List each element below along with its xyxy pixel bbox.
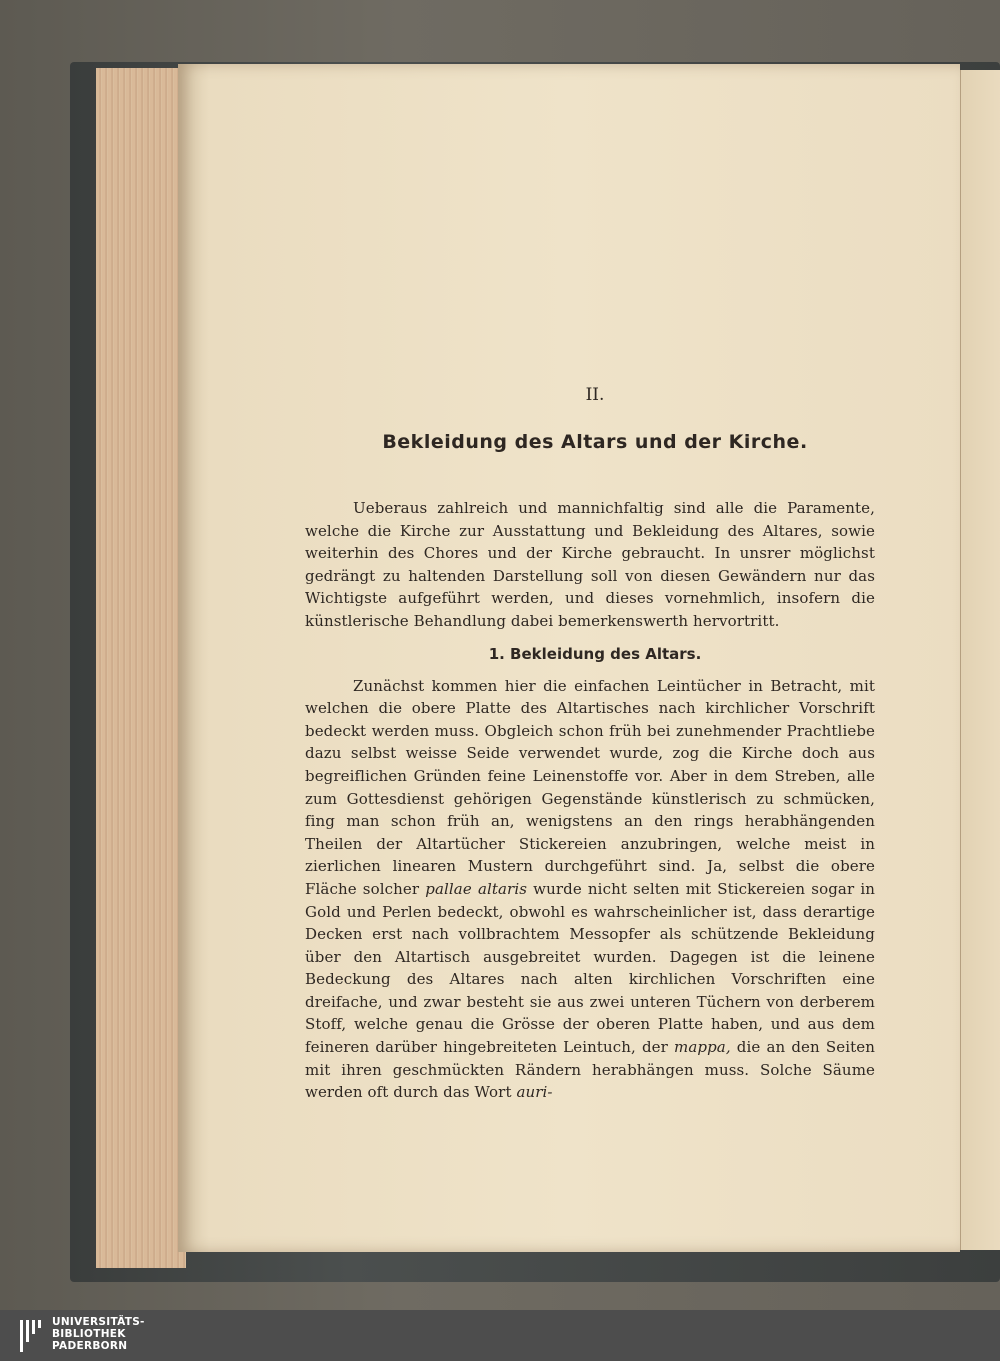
body-paragraph — [305, 675, 875, 1104]
italic-auri: auri- — [516, 1083, 553, 1102]
chapter-title: Bekleidung des Altars und der Kirche. — [382, 431, 808, 453]
library-logo-icon — [18, 1318, 44, 1354]
body-text-2: wurde nicht selten mit Stickereien sogar in Gold und Perlen bedeckt, obwohl es wahrscheinlicher ist, dass derartige Decken erst nach vollbrachtem Messopfer als schützende Bekleidung über den Altartisch ausgebreitet wurden. Dagegen ist die leinene Bedeckung des Altares nach alten kirchlichen Vorschriften eine dreifache, und zwar besteht sie aus zwei unteren Tüchern von derberem Stoff, welche genau die Grösse der oberen Platte haben, und aus dem feineren darüber hingebreiteten Leintuch, der — [305, 879, 875, 1057]
facing-page-edge — [960, 70, 1000, 1250]
body-text-1: Zunächst kommen hier die einfachen Leintücher in Betracht, mit welchen die obere Platte des Altartisches nach kirchlicher Vorschrift bedeckt werden muss. Obgleich schon früh bei zunehmender Prachtliebe dazu selbst weisse Seide verwendet wurde, zog die Kirche doch aus begreiflichen Gründen feine Leinenstoffe vor. Aber in dem Streben, alle zum Gottesdienst gehörigen Gegenstände künstlerisch zu schmücken, fing man schon früh an, wenigstens an den rings herabhängenden Theilen der Altartücher Stickereien anzubringen, welche meist in zierlichen linearen Mustern durchgeführt sind. Ja, selbst die obere Fläche solcher — [305, 676, 875, 898]
italic-pallae: pallae altaris — [425, 879, 528, 898]
page-content — [305, 385, 875, 1104]
intro-paragraph: Ueberaus zahlreich und mannichfaltig sind alle die Paramente, welche die Kirche zur Ausstattung und Bekleidung des Altares, sowie weiterhin des Chores und der Kirche gebraucht. In unsrer möglichst gedrängt zu haltenden Darstellung soll von diesen Gewändern nur das Wichtigste aufgeführt werden, und dieses vornehmlich, insofern die künstlerische Behandlung dabei bemerkenswerth hervortritt. — [305, 499, 875, 630]
section-title: 1. Bekleidung des Altars. — [488, 644, 702, 663]
italic-mappa: mappa, — [674, 1038, 731, 1057]
library-name-line2: BIBLIOTHEK — [52, 1328, 126, 1340]
library-name-line3: PADERBORN — [52, 1340, 128, 1352]
library-name — [52, 1316, 145, 1352]
page-edges — [96, 68, 186, 1268]
body-text-3: die an den Seiten mit ihren geschmückten Rändern herabhängen muss. Solche Säume werden oft durch das Wort — [305, 1038, 875, 1102]
library-footer — [0, 1310, 1000, 1361]
chapter-number: II. — [585, 385, 605, 405]
library-name-line1: UNIVERSITÄTS- — [52, 1316, 145, 1328]
